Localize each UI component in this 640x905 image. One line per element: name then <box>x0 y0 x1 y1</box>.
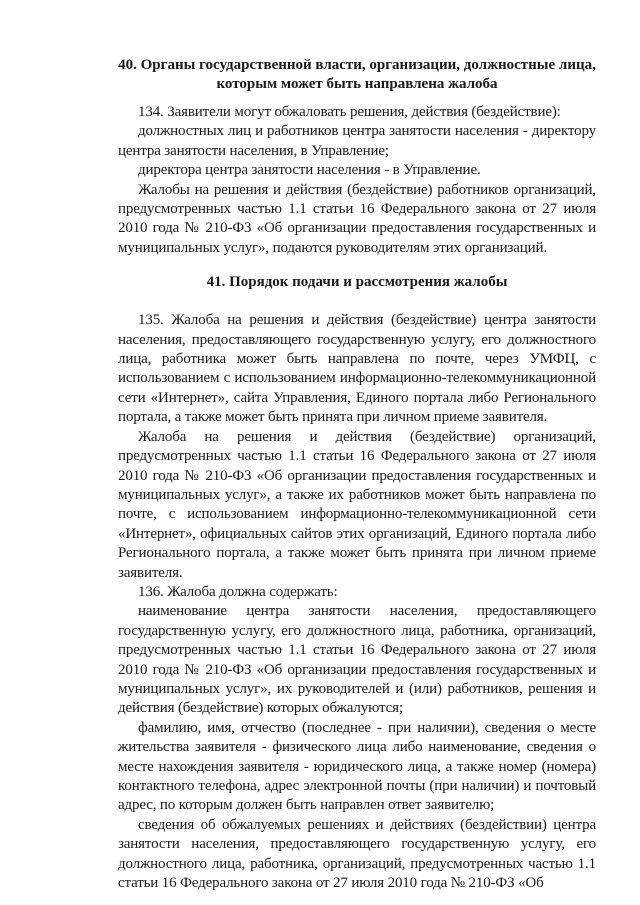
document-page <box>118 56 596 893</box>
paragraph: 134. Заявители могут обжаловать решения, действия (бездействие): <box>138 104 561 120</box>
paragraph: наименование центра занятости населения, предоставляющего государственную услугу, его должностного лица, работника, организаций, предусмотренных частью 1.1 статьи 16 Федерального закона от 27 июля 2010 года № 210-ФЗ «Об организации предоставления государственных и муниципальных услуг», их руководителей и (или) работников, решения и действия (бездействие) которых обжалуются; <box>118 603 596 717</box>
paragraph: директора центра занятости населения - в Управление. <box>138 162 481 179</box>
section-41-body <box>118 311 596 893</box>
section-40-body <box>118 103 596 258</box>
section-heading-41: 41. Порядок подачи и рассмотрения жалобы <box>206 274 508 291</box>
paragraph: сведения об обжалуемых решениях и действиях (бездействии) центра занятости населения, предоставляющего государственную услугу, его должностного лица, работника, организаций, предусмотренных частью 1.1 статьи 16 Федерального закона от 27 июля 2010 года № 210-ФЗ «Об <box>118 816 596 892</box>
paragraph: 135. Жалоба на решения и действия (бездействие) центра занятости населения, предоставляющего государственную услугу, его должностного лица, работника может быть направлена по почте, через УМФЦ, с использованием с использованием информационно-телекоммуникационной сети «Интернет», сайта Управления, Единого портала либо Регионального портала, а также может быть принята при личном приеме заявителя. <box>118 312 596 426</box>
paragraph: Жалоба на решения и действия (бездействие) организаций, предусмотренных частью 1.1 статьи 16 Федерального закона от 27 июля 2010 года № 210-ФЗ «Об организации предоставления государственных и муниципальных услуг», а также их работников может быть направлена по почте, с использованием информационно-телекоммуникационной сети «Интернет», официальных сайтов этих организаций, Единого портала либо Регионального портала, а также может быть принята при личном приеме заявителя. <box>118 428 596 581</box>
paragraph: 136. Жалоба должна содержать: <box>138 583 338 600</box>
paragraph: фамилию, имя, отчество (последнее - при наличии), сведения о месте жительства заявителя - физического лица либо наименование, сведения о месте нахождения заявителя - юридического лица, а также номер (номера) контактного телефона, адрес электронной почты (при наличии) и почтовый адрес, по которым должен быть направлен ответ заявителю; <box>118 719 596 814</box>
paragraph: Жалобы на решения и действия (бездействие) работников организаций, предусмотренных частью 1.1 статьи 16 Федерального закона от 27 июля 2010 года № 210-ФЗ «Об организации предоставления государственных и муниципальных услуг», подаются руководителям этих организаций. <box>118 181 596 256</box>
section-heading-40: 40. Органы государственной власти, организации, должностные лица, которым может быть направлена жалоба <box>118 57 596 92</box>
paragraph: должностных лиц и работников центра занятости населения - директору центра занятости населения, в Управление; <box>118 123 596 159</box>
